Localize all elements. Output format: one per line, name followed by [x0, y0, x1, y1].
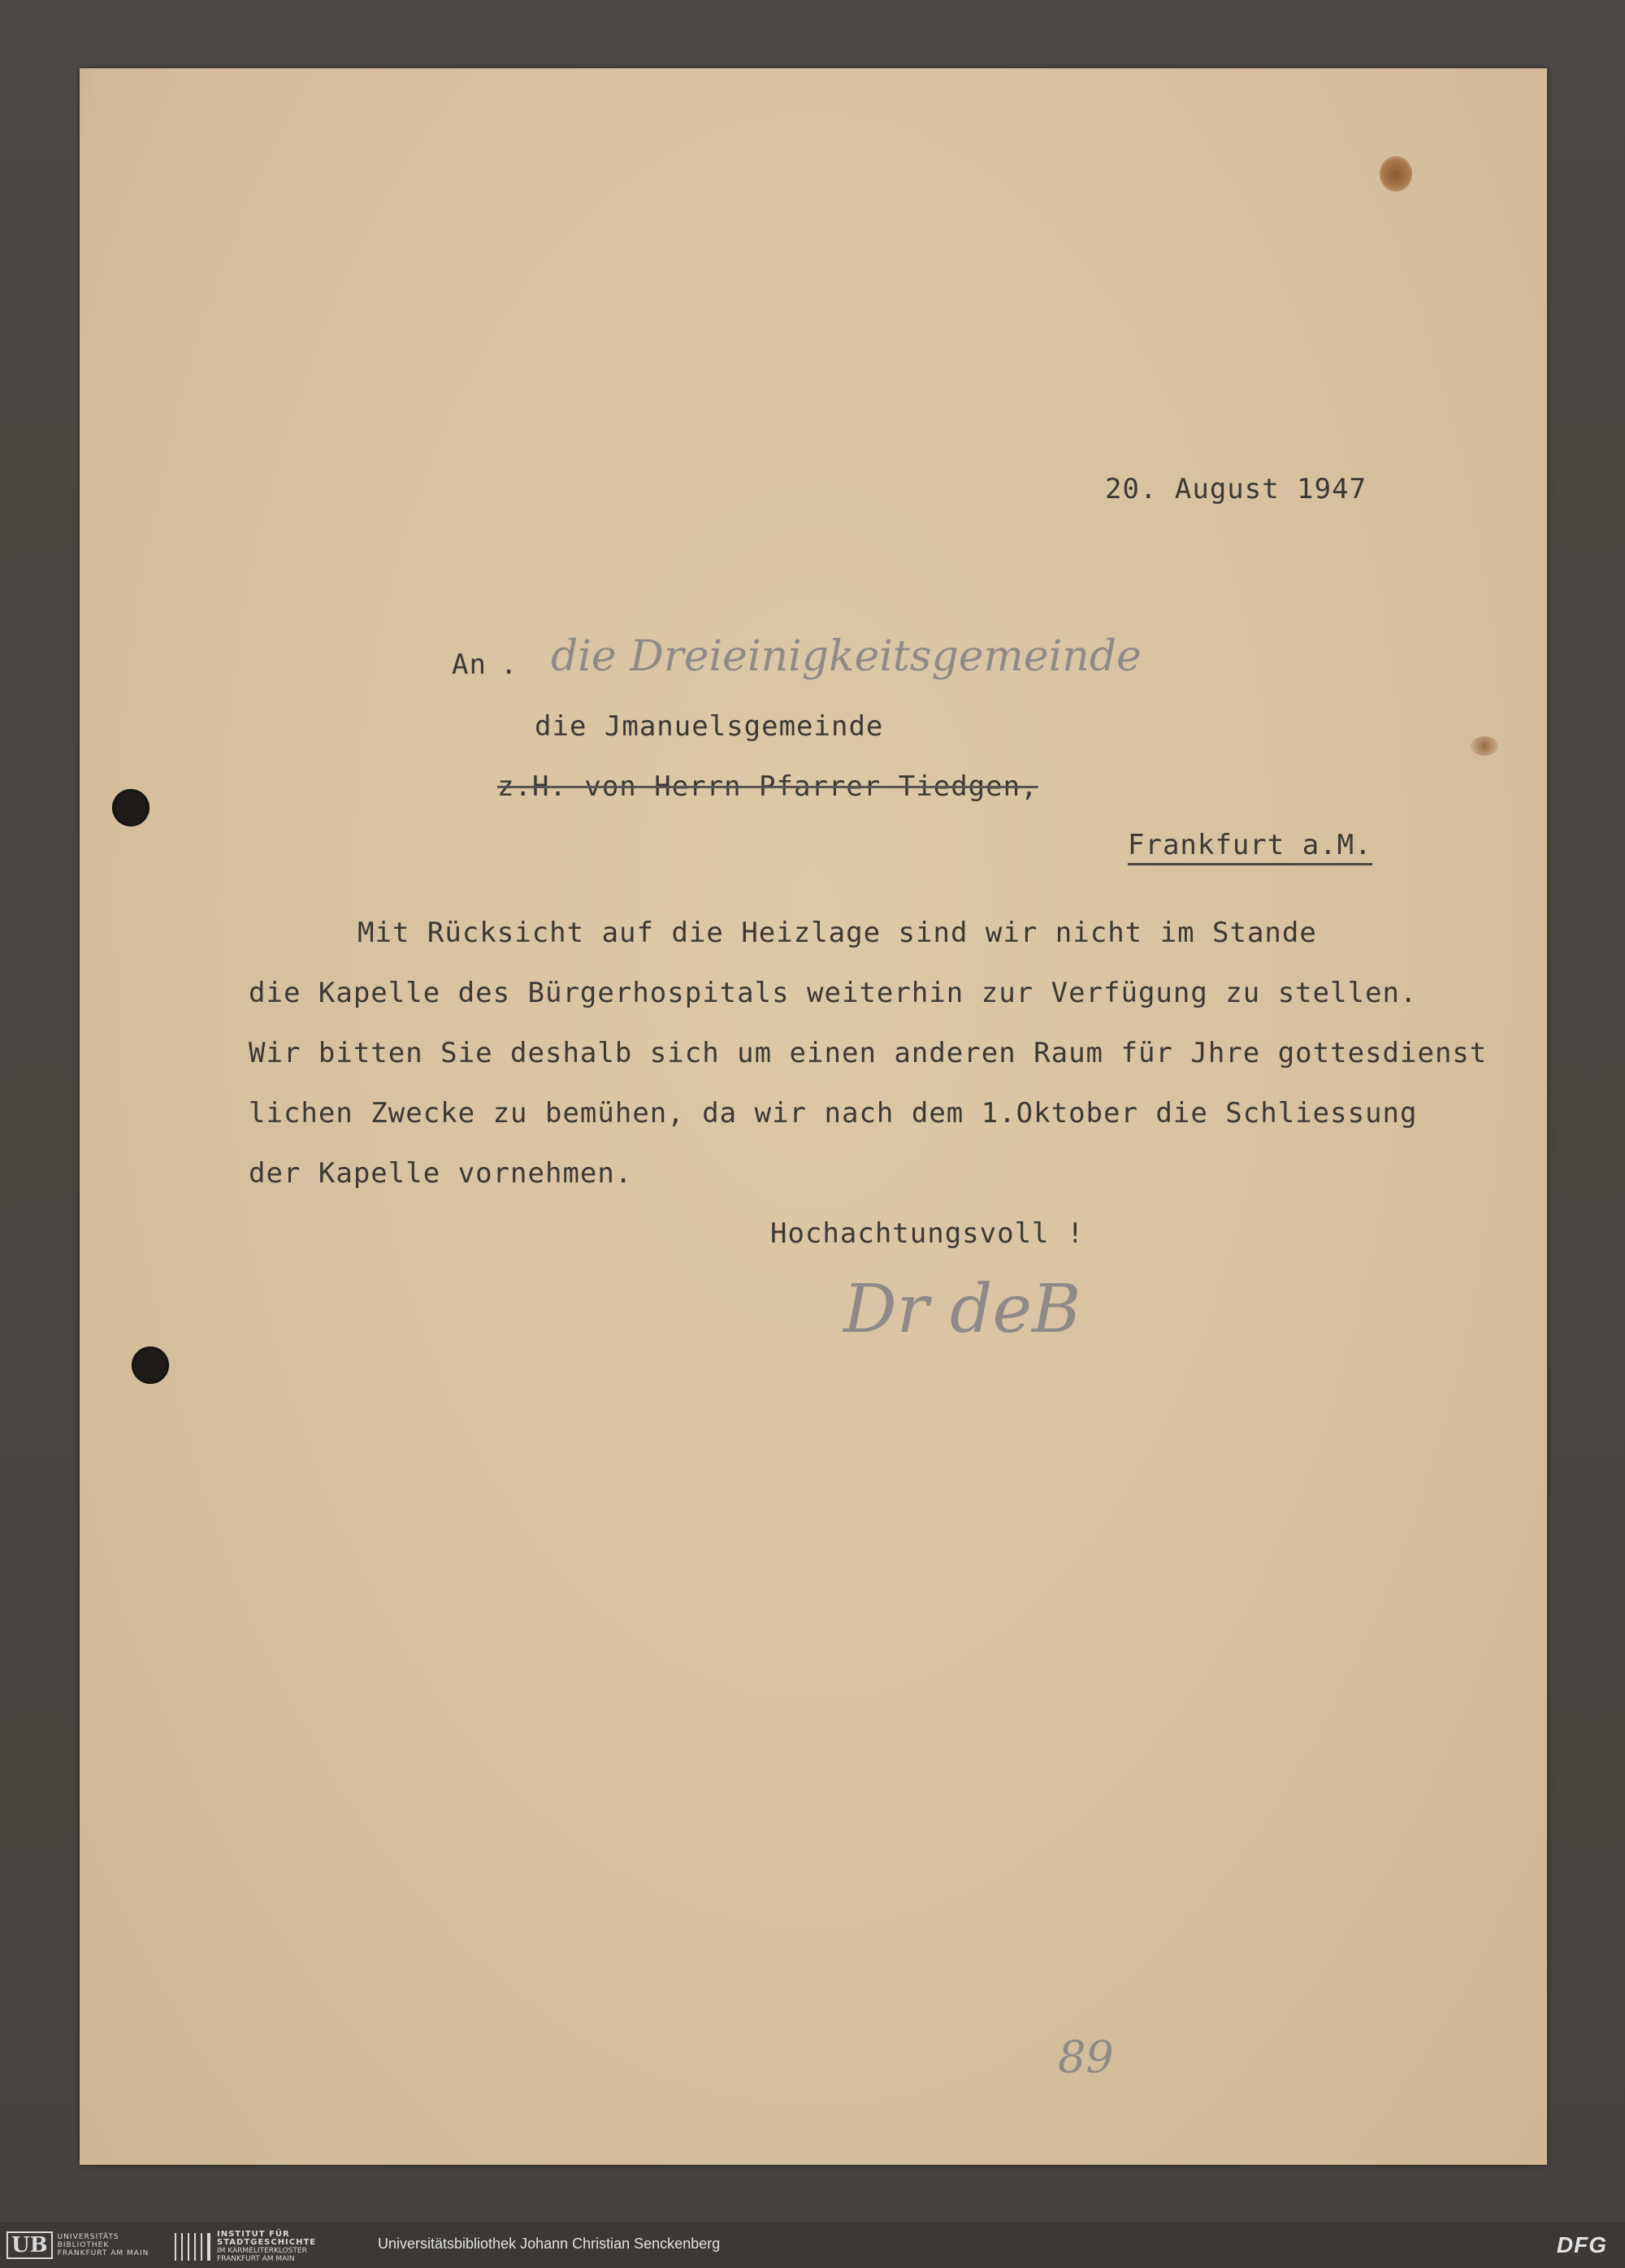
ub-logo	[6, 2231, 149, 2260]
recipient-line-1: die Jmanuelsgemeinde	[535, 710, 884, 743]
rust-stain-top-right	[1380, 156, 1412, 192]
page-number: 89	[1058, 2032, 1114, 2083]
body-line-4: lichen Zwecke zu bemühen, da wir nach dem 1.Oktober die Schliessung	[249, 1097, 1418, 1130]
ub-logo-mark: UB	[6, 2231, 53, 2259]
signature: Dr deB	[843, 1271, 1081, 1348]
body-line-1: Mit Rücksicht auf die Heizlage sind wir nicht im Stande	[358, 917, 1317, 949]
closing: Hochachtungsvoll !	[770, 1217, 1085, 1250]
letter-date: 20. August 1947	[1105, 473, 1367, 505]
recipient-prefix: An	[452, 648, 487, 681]
body-line-5: der Kapelle vornehmen.	[249, 1157, 633, 1190]
recipient-line-2-struck: z.H. von Herrn Pfarrer Tiedgen,	[497, 770, 1038, 803]
letter-page	[80, 68, 1547, 2165]
recipient-city: Frankfurt a.M.	[1128, 829, 1372, 865]
ub-logo-text: UNIVERSITÄTS BIBLIOTHEK FRANKFURT AM MAIN	[57, 2233, 150, 2257]
ifs-logo-mark	[175, 2233, 210, 2261]
ifs-logo	[175, 2231, 316, 2263]
punch-hole-top	[112, 789, 150, 826]
footer-credit: Universitätsbibliothek Johann Christian Senckenberg	[378, 2235, 721, 2252]
rust-stain-right	[1471, 736, 1498, 756]
recipient-dot: .	[500, 648, 518, 681]
ifs-logo-text: INSTITUT FÜR STADTGESCHICHTE IM KARMELITERKLOSTER FRANKFURT AM MAIN	[217, 2230, 317, 2263]
recipient-handwritten: die Dreieinigkeitsgemeinde	[551, 632, 1142, 681]
dfg-logo: DFG	[1556, 2232, 1607, 2257]
body-line-3: Wir bitten Sie deshalb sich um einen anderen Raum für Jhre gottesdienst	[249, 1037, 1488, 1069]
punch-hole-bottom	[132, 1346, 169, 1384]
body-line-2: die Kapelle des Bürgerhospitals weiterhin zur Verfügung zu stellen.	[249, 977, 1418, 1009]
footer-bar	[0, 2222, 1625, 2268]
